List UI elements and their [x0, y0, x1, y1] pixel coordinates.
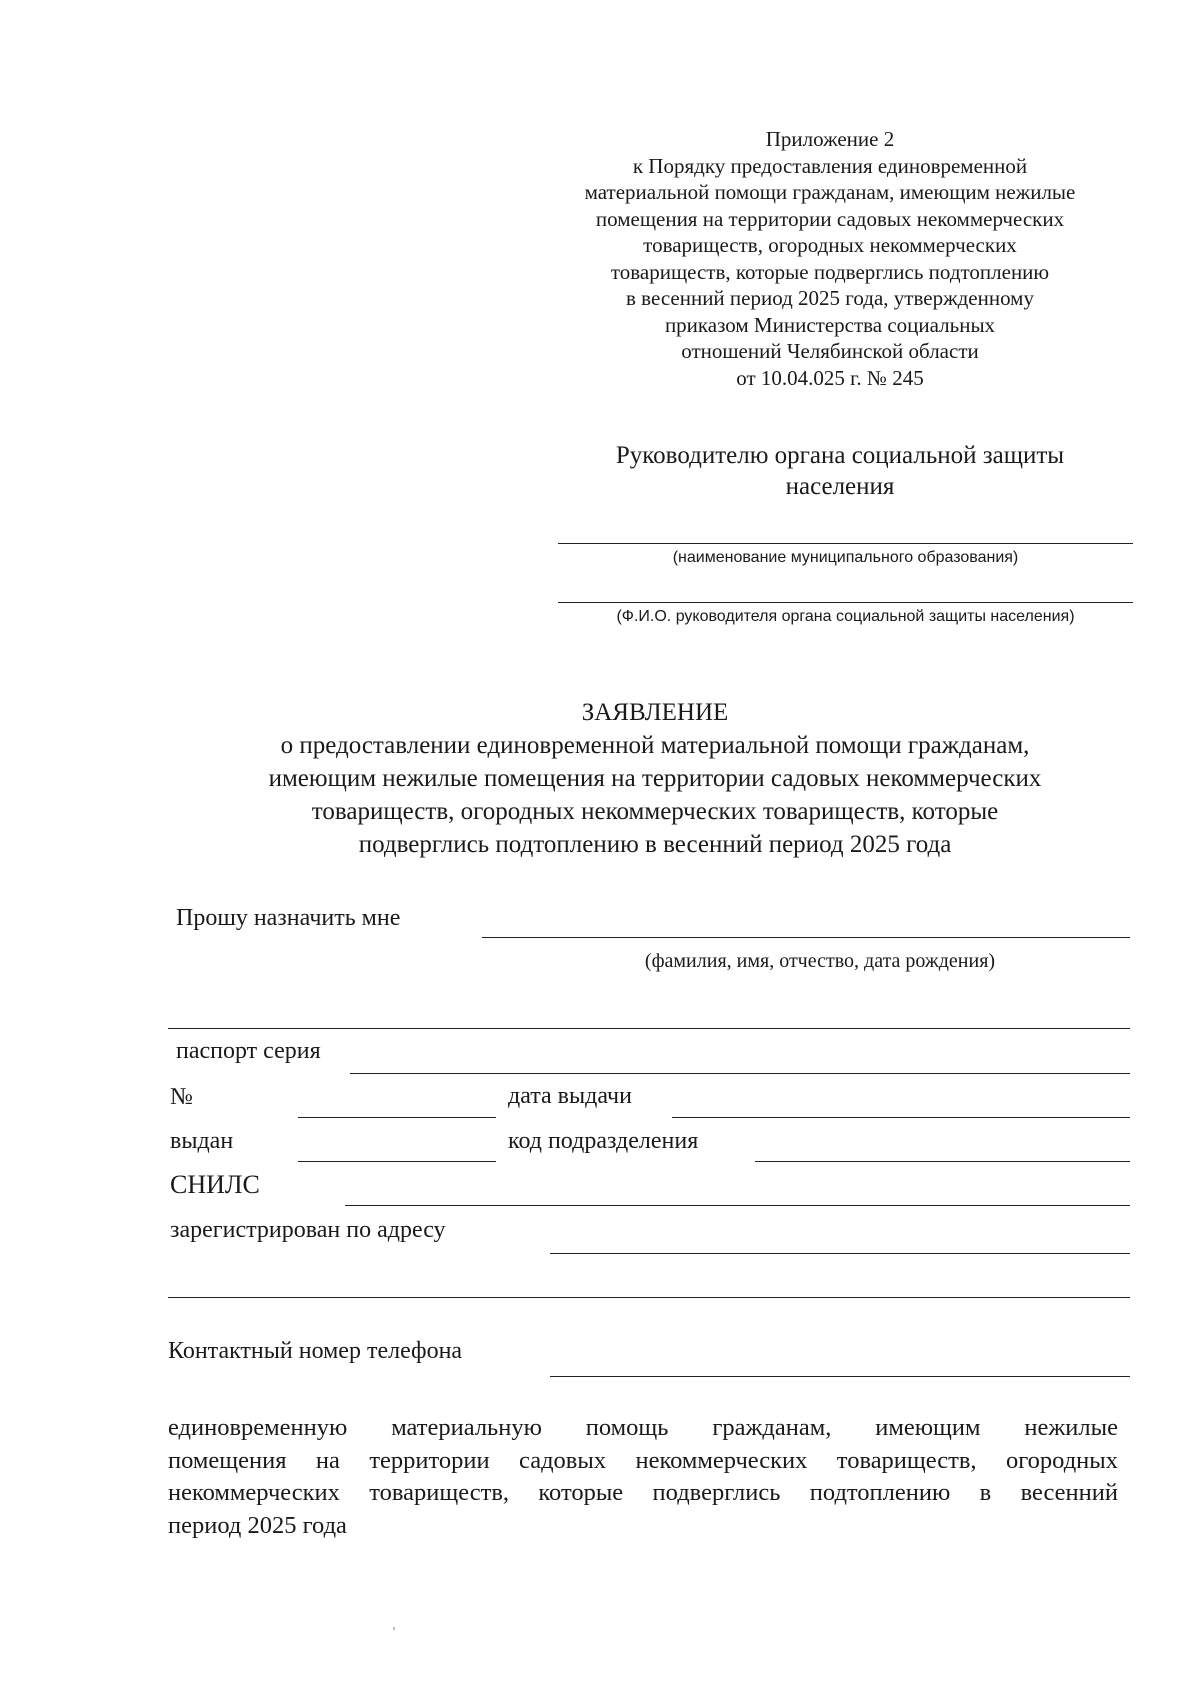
scan-speck [393, 1627, 395, 1630]
registered-address-field[interactable] [550, 1253, 1130, 1254]
closing-line: некоммерческих товариществ, которые подверглись подтоплению в весенний [168, 1479, 1118, 1506]
statement-heading: ЗАЯВЛЕНИЕ [581, 699, 729, 726]
closing-line: помещения на территории садовых некоммерческих товариществ, огородных [168, 1446, 1118, 1474]
appendix-line: приказом Министерства социальных [664, 312, 996, 337]
closing-line: единовременную материальную помощь гражданам, имеющим нежилые [168, 1414, 1118, 1441]
issue-date-label: дата выдачи [508, 1083, 632, 1109]
appendix-line: материальной помощи гражданам, имеющим нежилые [584, 180, 1076, 204]
snils-label: СНИЛС [170, 1170, 260, 1199]
closing-line: период 2025 года [168, 1511, 347, 1539]
appendix-line: помещения на территории садовых некоммерческих [595, 206, 1065, 231]
registered-address-label: зарегистрирован по адресу [170, 1217, 446, 1243]
appendix-line: товариществ, огородных некоммерческих [643, 233, 1017, 257]
phone-label: Контактный номер телефона [168, 1338, 463, 1364]
issued-by-field[interactable] [298, 1161, 496, 1162]
phone-field[interactable] [550, 1376, 1130, 1377]
appendix-line: от 10.04.025 г. № 245 [736, 365, 924, 390]
appendix-line: к Порядку предоставления единовременной [632, 153, 1028, 178]
addressee-line-1: Руководителю органа социальной защиты [615, 442, 1065, 469]
statement-subtitle-line: подверглись подтоплению в весенний период 2025 года [358, 831, 952, 858]
passport-number-field[interactable] [298, 1117, 496, 1118]
addressee-block [560, 440, 1120, 502]
applicant-name-continuation-field[interactable] [168, 1028, 1130, 1029]
closing-paragraph [168, 1412, 1118, 1542]
statement-subtitle-line: о предоставлении единовременной материальной помощи гражданам, [280, 732, 1030, 759]
registered-address-continuation-field[interactable] [168, 1297, 1130, 1298]
addressee-line-2: населения [785, 473, 895, 500]
head-name-field[interactable] [558, 602, 1133, 603]
passport-series-field[interactable] [350, 1073, 1130, 1074]
appendix-line: в весенний период 2025 года, утвержденному [626, 286, 1034, 310]
applicant-name-hint: (фамилия, имя, отчество, дата рождения) [644, 950, 996, 972]
snils-field[interactable] [345, 1205, 1130, 1206]
passport-number-label: № [170, 1084, 193, 1110]
statement-title [130, 696, 1180, 861]
issued-by-label: выдан [170, 1128, 234, 1154]
statement-subtitle-line: товариществ, огородных некоммерческих товариществ, которые [311, 798, 999, 825]
head-name-hint: (Ф.И.О. руководителя органа социальной защиты населения) [616, 608, 1075, 625]
applicant-name-field[interactable] [482, 937, 1130, 938]
appendix-line: товариществ, которые подверглись подтоплению [610, 259, 1050, 284]
appendix-header [530, 126, 1130, 391]
municipality-name-hint: (наименование муниципального образования) [672, 549, 1019, 566]
appendix-line: Приложение 2 [765, 127, 895, 151]
department-code-label: код подразделения [508, 1128, 699, 1154]
request-label: Прошу назначить мне [176, 905, 401, 931]
department-code-field[interactable] [755, 1161, 1130, 1162]
passport-series-label: паспорт серия [176, 1038, 321, 1064]
appendix-line: отношений Челябинской области [681, 339, 979, 363]
issue-date-field[interactable] [672, 1117, 1130, 1118]
municipality-name-field[interactable] [558, 543, 1133, 544]
statement-subtitle-line: имеющим нежилые помещения на территории садовых некоммерческих [268, 765, 1042, 792]
